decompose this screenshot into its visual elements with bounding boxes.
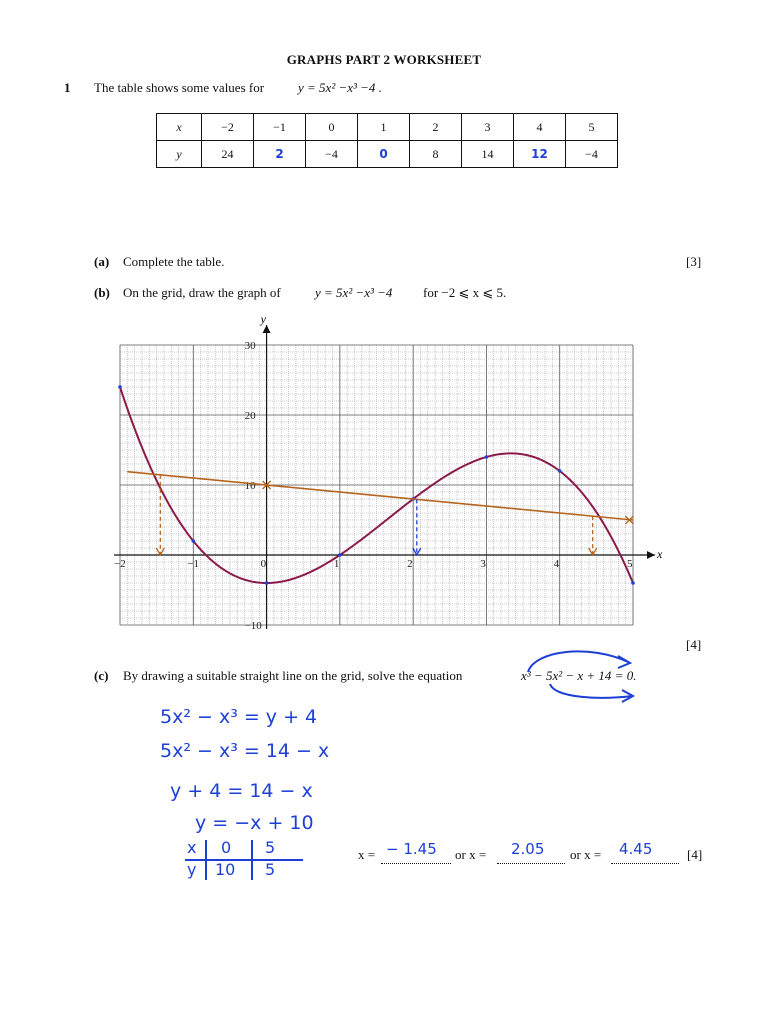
table-header-x: x bbox=[157, 114, 202, 141]
drop-arrow-icon bbox=[156, 548, 164, 555]
arrow-bottom-icon bbox=[550, 684, 632, 698]
rearrange-arrows bbox=[510, 642, 640, 704]
answer-1: − 1.45 bbox=[386, 840, 437, 858]
answer-x-prefix: x = bbox=[358, 847, 376, 862]
plotted-point bbox=[631, 581, 635, 585]
table-cell: 5 bbox=[566, 114, 618, 141]
answer-or-2: or x = bbox=[570, 847, 602, 862]
arrow-top-icon bbox=[528, 651, 628, 672]
working-table-x0: 0 bbox=[221, 838, 232, 857]
working-line-3: y + 4 = 14 − x bbox=[170, 780, 313, 802]
x-tick-label: 3 bbox=[480, 558, 486, 570]
working-table-divider bbox=[185, 859, 303, 861]
x-tick-label: −1 bbox=[187, 558, 200, 570]
y-tick-label: 10 bbox=[244, 480, 256, 492]
x-tick-label: 0 bbox=[260, 558, 267, 570]
part-b-text: On the grid, draw the graph of bbox=[123, 285, 281, 300]
part-c-equation: x³ − 5x² − x + 14 = 0. bbox=[521, 668, 637, 683]
part-c-marks: [4] bbox=[687, 847, 703, 862]
table-cell: 1 bbox=[358, 114, 410, 141]
part-b-marks: [4] bbox=[686, 637, 702, 652]
part-a-marks: [3] bbox=[686, 254, 702, 269]
plotted-point bbox=[118, 385, 122, 389]
question-intro: The table shows some values for bbox=[94, 80, 265, 95]
working-table-divider bbox=[251, 840, 253, 880]
x-tick-label: 4 bbox=[553, 558, 560, 570]
table-cell: 8 bbox=[410, 141, 462, 168]
y-axis-label: y bbox=[260, 315, 266, 326]
x-tick-label: −2 bbox=[114, 558, 126, 570]
x-tick-label: 2 bbox=[407, 558, 413, 570]
part-a-label: (a) bbox=[94, 254, 110, 269]
working-table-divider bbox=[205, 840, 207, 880]
table-cell: −4 bbox=[566, 141, 618, 168]
working-line-4: y = −x + 10 bbox=[195, 812, 314, 834]
part-b-equation: y = 5x² −x³ −4 bbox=[315, 285, 393, 300]
values-table bbox=[156, 113, 618, 168]
part-c-label: (c) bbox=[94, 668, 109, 683]
table-cell: 0 bbox=[306, 114, 358, 141]
table-header-y: y bbox=[157, 141, 202, 168]
table-cell-handwritten: 2 bbox=[254, 141, 306, 168]
working-table-y: y bbox=[187, 860, 197, 879]
graph-grid bbox=[95, 315, 665, 635]
table-cell: −1 bbox=[254, 114, 306, 141]
x-tick-label: 1 bbox=[333, 558, 340, 570]
plotted-point bbox=[191, 539, 195, 543]
x-axis-arrow-icon bbox=[647, 551, 655, 559]
part-c-text: By drawing a suitable straight line on the grid, solve the equation bbox=[123, 668, 463, 683]
y-tick-label: 30 bbox=[244, 340, 256, 352]
table-row-x bbox=[157, 114, 618, 141]
table-cell: 3 bbox=[462, 114, 514, 141]
working-line-1: 5x² − x³ = y + 4 bbox=[160, 706, 318, 728]
page-title: GRAPHS PART 2 WORKSHEET bbox=[286, 52, 482, 67]
table-cell: 4 bbox=[514, 114, 566, 141]
table-cell: 24 bbox=[202, 141, 254, 168]
part-b-label: (b) bbox=[94, 285, 110, 300]
answer-or-1: or x = bbox=[455, 847, 487, 862]
question-number: 1 bbox=[64, 80, 71, 95]
x-tick-label: 5 bbox=[627, 558, 633, 570]
part-a-text: Complete the table. bbox=[123, 254, 225, 269]
plotted-point bbox=[558, 469, 562, 473]
plotted-point bbox=[338, 553, 342, 557]
question-equation: y = 5x² −x³ −4 . bbox=[298, 80, 382, 95]
plotted-point bbox=[265, 581, 269, 585]
x-axis-label: x bbox=[657, 547, 663, 561]
plotted-point bbox=[485, 455, 489, 459]
working-table-x5: 5 bbox=[265, 838, 276, 857]
working-table-x: x bbox=[187, 838, 197, 857]
table-cell: −2 bbox=[202, 114, 254, 141]
answer-3: 4.45 bbox=[619, 840, 653, 858]
table-cell: 2 bbox=[410, 114, 462, 141]
arrow-top-head-icon bbox=[618, 656, 630, 668]
y-tick-label: 20 bbox=[244, 410, 256, 422]
table-cell-handwritten: 0 bbox=[358, 141, 410, 168]
working-table-y10: 10 bbox=[215, 860, 236, 879]
answer-2: 2.05 bbox=[511, 840, 545, 858]
working-line-2: 5x² − x³ = 14 − x bbox=[160, 740, 330, 762]
part-b-range: for −2 ⩽ x ⩽ 5. bbox=[423, 285, 507, 300]
table-cell-handwritten: 12 bbox=[514, 141, 566, 168]
table-cell: −4 bbox=[306, 141, 358, 168]
y-tick-label: −10 bbox=[244, 620, 262, 632]
table-row-y bbox=[157, 141, 618, 168]
y-axis-arrow-icon bbox=[263, 325, 271, 333]
working-table bbox=[185, 838, 305, 882]
table-cell: 14 bbox=[462, 141, 514, 168]
working-table-y5: 5 bbox=[265, 860, 276, 879]
